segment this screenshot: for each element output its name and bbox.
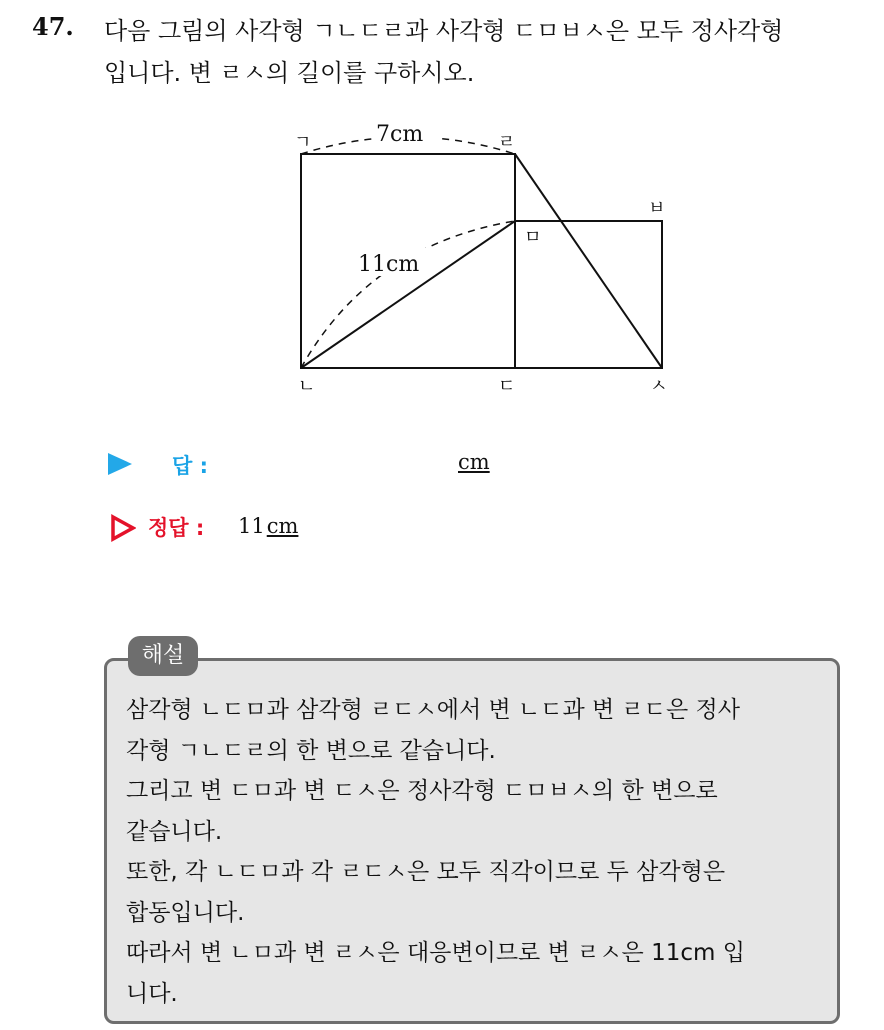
vertex-label-n: ㄴ — [298, 376, 316, 397]
segment-nm — [301, 221, 515, 368]
explanation-line: 그리고 변 ㄷㅁ과 변 ㄷㅅ은 정사각형 ㄷㅁㅂㅅ의 한 변으로 — [126, 778, 718, 804]
explanation-line: 또한, 각 ㄴㄷㅁ과 각 ㄹㄷㅅ은 모두 직각이므로 두 삼각형은 — [126, 859, 726, 885]
correct-answer-row — [108, 510, 608, 550]
vertex-label-r: ㄹ — [498, 132, 516, 153]
vertex-label-b: ㅂ — [648, 198, 666, 219]
answer-unit: cm — [458, 450, 490, 474]
correct-value — [238, 514, 298, 538]
vertex-label-s: ㅅ — [650, 376, 668, 397]
dimension-top: 7cm — [376, 122, 424, 147]
answer-label: 답 : — [172, 454, 208, 478]
vertex-label-d: ㄷ — [498, 376, 516, 397]
vertex-label-m: ㅁ — [524, 227, 542, 248]
squares-diagram — [280, 110, 700, 410]
correct-label: 정답 : — [148, 516, 205, 540]
question-number: 47. — [32, 12, 74, 41]
question-text — [104, 10, 874, 94]
explanation-line: 합동입니다. — [126, 899, 245, 926]
correct-arrow-icon — [110, 514, 136, 542]
geometry-figure — [280, 110, 700, 410]
correct-number: 11 — [238, 514, 265, 538]
explanation-line: 따라서 변 ㄴㅁ과 변 ㄹㅅ은 대응변이므로 변 ㄹㅅ은 11cm 입 — [126, 940, 745, 966]
answer-arrow-icon — [108, 453, 132, 475]
explanation-line: 같습니다. — [126, 818, 223, 845]
answer-row — [108, 448, 608, 488]
correct-unit: cm — [266, 514, 299, 538]
explanation-text — [126, 690, 826, 1014]
segment-rs — [515, 154, 662, 368]
question-line: 입니다. 변 ㄹㅅ의 길이를 구하시오. — [104, 59, 475, 87]
explanation-tab: 해설 — [128, 636, 198, 676]
dimension-diag: 11cm — [358, 252, 420, 277]
explanation-line: 니다. — [126, 980, 178, 1007]
explanation-line: 삼각형 ㄴㄷㅁ과 삼각형 ㄹㄷㅅ에서 변 ㄴㄷ과 변 ㄹㄷ은 정사 — [126, 697, 740, 723]
question-line: 다음 그림의 사각형 ㄱㄴㄷㄹ과 사각형 ㄷㅁㅂㅅ은 모두 정사각형 — [104, 17, 784, 45]
vertex-label-g: ㄱ — [294, 132, 312, 153]
explanation-line: 각형 ㄱㄴㄷㄹ의 한 변으로 같습니다. — [126, 737, 496, 764]
